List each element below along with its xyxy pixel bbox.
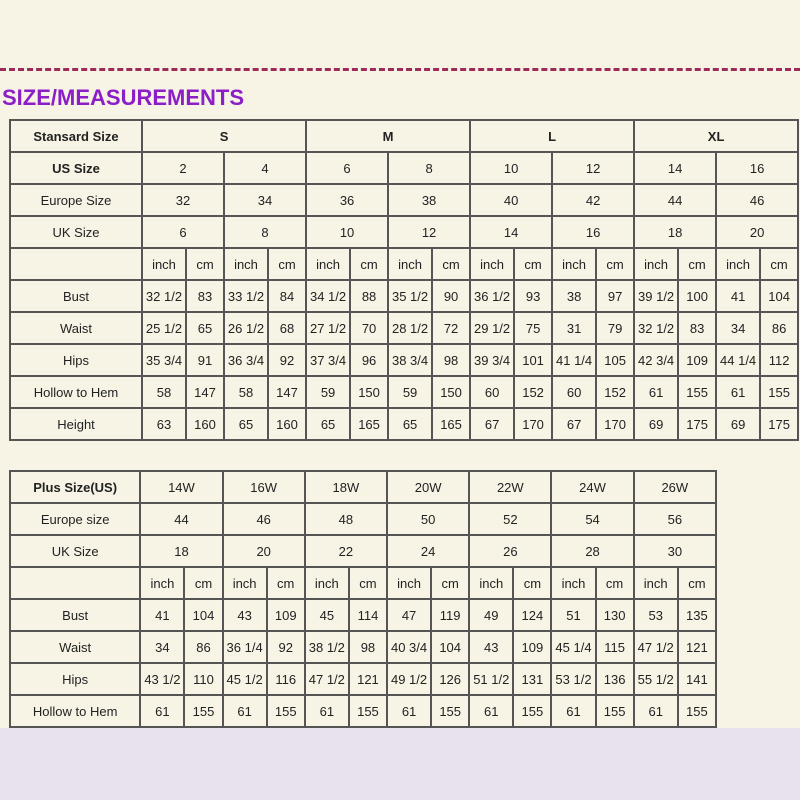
size-type-label: Stansard Size (10, 120, 142, 152)
unit-inch: inch (716, 248, 760, 280)
measurement-row-hollow-to-hem (10, 376, 798, 408)
measurement-label: Hips (10, 344, 142, 376)
measurement-value: 34 (716, 312, 760, 344)
us-size-value: 4 (224, 152, 306, 184)
measurement-value: 112 (760, 344, 798, 376)
measurement-value: 61 (223, 695, 267, 727)
measurement-label: Hollow to Hem (10, 695, 140, 727)
measurement-value: 101 (514, 344, 552, 376)
unit-cm: cm (514, 248, 552, 280)
europe-size-row (10, 503, 716, 535)
measurement-value: 100 (678, 280, 716, 312)
measurement-value: 34 (140, 631, 184, 663)
measurement-value: 35 3/4 (142, 344, 186, 376)
measurement-value: 41 (140, 599, 184, 631)
measurement-value: 32 1/2 (142, 280, 186, 312)
measurement-value: 104 (184, 599, 222, 631)
measurement-value: 39 1/2 (634, 280, 678, 312)
plus-size-26w: 26W (634, 471, 716, 503)
europe-size-value: 44 (140, 503, 222, 535)
measurement-value: 141 (678, 663, 716, 695)
measurement-value: 33 1/2 (224, 280, 268, 312)
size-group-l: L (470, 120, 634, 152)
measurement-value: 155 (349, 695, 387, 727)
measurement-value: 152 (514, 376, 552, 408)
dashed-divider (0, 68, 800, 71)
measurement-row-bust (10, 599, 716, 631)
uk-size-value: 30 (634, 535, 716, 567)
europe-size-value: 32 (142, 184, 224, 216)
unit-inch: inch (224, 248, 268, 280)
measurement-value: 155 (678, 376, 716, 408)
measurement-value: 61 (305, 695, 349, 727)
europe-size-value: 46 (223, 503, 305, 535)
measurement-row-bust (10, 280, 798, 312)
measurement-value: 130 (596, 599, 634, 631)
europe-size-label: Europe Size (10, 184, 142, 216)
plus-size-14w: 14W (140, 471, 222, 503)
europe-size-value: 36 (306, 184, 388, 216)
measurement-value: 43 (223, 599, 267, 631)
unit-cm: cm (349, 567, 387, 599)
unit-cm: cm (432, 248, 470, 280)
measurement-value: 105 (596, 344, 634, 376)
measurement-value: 60 (470, 376, 514, 408)
measurement-value: 38 3/4 (388, 344, 432, 376)
measurement-value: 165 (350, 408, 388, 440)
measurement-value: 121 (349, 663, 387, 695)
uk-size-value: 18 (634, 216, 716, 248)
us-size-value: 6 (306, 152, 388, 184)
measurement-value: 61 (634, 376, 678, 408)
uk-size-value: 22 (305, 535, 387, 567)
measurement-value: 91 (186, 344, 224, 376)
measurement-value: 65 (224, 408, 268, 440)
measurement-value: 93 (514, 280, 552, 312)
measurement-value: 61 (387, 695, 431, 727)
europe-size-value: 56 (634, 503, 716, 535)
measurement-value: 49 1/2 (387, 663, 431, 695)
measurement-value: 67 (552, 408, 596, 440)
measurement-value: 27 1/2 (306, 312, 350, 344)
measurement-value: 104 (760, 280, 798, 312)
plus-size-22w: 22W (469, 471, 551, 503)
measurement-label: Hollow to Hem (10, 376, 142, 408)
measurement-value: 170 (514, 408, 552, 440)
uk-size-row (10, 535, 716, 567)
measurement-value: 83 (678, 312, 716, 344)
measurement-value: 65 (306, 408, 350, 440)
europe-size-value: 50 (387, 503, 469, 535)
measurement-value: 160 (268, 408, 306, 440)
measurement-value: 115 (596, 631, 634, 663)
unit-inch: inch (142, 248, 186, 280)
measurement-label: Waist (10, 312, 142, 344)
plus-size-24w: 24W (551, 471, 633, 503)
measurement-value: 155 (678, 695, 716, 727)
europe-size-value: 34 (224, 184, 306, 216)
measurement-value: 65 (388, 408, 432, 440)
plus-size-20w: 20W (387, 471, 469, 503)
unit-cm: cm (678, 248, 716, 280)
header-row (10, 120, 798, 152)
measurement-value: 39 3/4 (470, 344, 514, 376)
measurement-value: 175 (678, 408, 716, 440)
us-size-value: 10 (470, 152, 552, 184)
measurement-value: 72 (432, 312, 470, 344)
uk-size-value: 10 (306, 216, 388, 248)
europe-size-value: 46 (716, 184, 798, 216)
measurement-value: 92 (267, 631, 305, 663)
measurement-value: 45 1/4 (551, 631, 595, 663)
europe-size-value: 38 (388, 184, 470, 216)
uk-size-value: 14 (470, 216, 552, 248)
measurement-value: 61 (140, 695, 184, 727)
measurement-value: 37 3/4 (306, 344, 350, 376)
measurement-value: 92 (268, 344, 306, 376)
uk-size-value: 16 (552, 216, 634, 248)
unit-cm: cm (431, 567, 469, 599)
unit-cm: cm (760, 248, 798, 280)
measurement-value: 79 (596, 312, 634, 344)
unit-inch: inch (469, 567, 513, 599)
measurement-value: 155 (760, 376, 798, 408)
uk-size-value: 24 (387, 535, 469, 567)
unit-inch: inch (470, 248, 514, 280)
us-size-row (10, 152, 798, 184)
measurement-value: 61 (551, 695, 595, 727)
measurement-value: 136 (596, 663, 634, 695)
measurement-value: 61 (469, 695, 513, 727)
measurement-value: 84 (268, 280, 306, 312)
measurement-value: 150 (350, 376, 388, 408)
measurement-value: 60 (552, 376, 596, 408)
europe-size-label: Europe size (10, 503, 140, 535)
unit-inch: inch (223, 567, 267, 599)
measurement-value: 69 (634, 408, 678, 440)
measurement-value: 53 1/2 (551, 663, 595, 695)
header-row (10, 471, 716, 503)
unit-inch: inch (140, 567, 184, 599)
unit-inch: inch (634, 567, 678, 599)
unit-cm: cm (184, 567, 222, 599)
blank-cell (10, 248, 142, 280)
measurement-value: 49 (469, 599, 513, 631)
measurement-row-waist (10, 631, 716, 663)
unit-cm: cm (596, 567, 634, 599)
measurement-value: 155 (596, 695, 634, 727)
us-size-value: 16 (716, 152, 798, 184)
measurement-value: 135 (678, 599, 716, 631)
measurement-value: 45 1/2 (223, 663, 267, 695)
size-group-m: M (306, 120, 470, 152)
measurement-value: 155 (431, 695, 469, 727)
europe-size-value: 42 (552, 184, 634, 216)
europe-size-value: 52 (469, 503, 551, 535)
measurement-value: 110 (184, 663, 222, 695)
measurement-value: 104 (431, 631, 469, 663)
measurement-value: 109 (513, 631, 551, 663)
measurement-value: 43 (469, 631, 513, 663)
europe-size-value: 48 (305, 503, 387, 535)
measurement-value: 83 (186, 280, 224, 312)
unit-cm: cm (596, 248, 634, 280)
measurement-row-hollow-to-hem (10, 695, 716, 727)
measurement-value: 147 (186, 376, 224, 408)
measurement-row-waist (10, 312, 798, 344)
unit-cm: cm (268, 248, 306, 280)
measurement-value: 53 (634, 599, 678, 631)
uk-size-value: 18 (140, 535, 222, 567)
size-type-label: Plus Size(US) (10, 471, 140, 503)
uk-size-value: 20 (223, 535, 305, 567)
measurement-value: 42 3/4 (634, 344, 678, 376)
measurement-value: 58 (142, 376, 186, 408)
measurement-value: 47 (387, 599, 431, 631)
measurement-value: 59 (306, 376, 350, 408)
measurement-value: 131 (513, 663, 551, 695)
measurement-value: 61 (634, 695, 678, 727)
measurement-value: 65 (186, 312, 224, 344)
measurement-value: 58 (224, 376, 268, 408)
uk-size-value: 8 (224, 216, 306, 248)
measurement-value: 51 1/2 (469, 663, 513, 695)
measurement-value: 116 (267, 663, 305, 695)
europe-size-value: 40 (470, 184, 552, 216)
measurement-value: 155 (513, 695, 551, 727)
measurement-value: 36 1/2 (470, 280, 514, 312)
size-group-s: S (142, 120, 306, 152)
measurement-value: 25 1/2 (142, 312, 186, 344)
units-row (10, 248, 798, 280)
measurement-value: 32 1/2 (634, 312, 678, 344)
uk-size-value: 20 (716, 216, 798, 248)
standard-size-table (9, 119, 799, 441)
unit-cm: cm (513, 567, 551, 599)
measurement-value: 86 (184, 631, 222, 663)
measurement-value: 70 (350, 312, 388, 344)
europe-size-value: 44 (634, 184, 716, 216)
uk-size-label: UK Size (10, 216, 142, 248)
unit-inch: inch (634, 248, 678, 280)
measurement-value: 175 (760, 408, 798, 440)
uk-size-value: 12 (388, 216, 470, 248)
measurement-value: 36 3/4 (224, 344, 268, 376)
unit-cm: cm (186, 248, 224, 280)
measurement-value: 96 (350, 344, 388, 376)
blank-cell (10, 567, 140, 599)
us-size-value: 14 (634, 152, 716, 184)
measurement-value: 165 (432, 408, 470, 440)
measurement-value: 126 (431, 663, 469, 695)
measurement-value: 90 (432, 280, 470, 312)
us-size-value: 12 (552, 152, 634, 184)
measurement-value: 47 1/2 (634, 631, 678, 663)
measurement-value: 98 (349, 631, 387, 663)
measurement-value: 109 (678, 344, 716, 376)
us-size-label: US Size (10, 152, 142, 184)
measurement-value: 41 1/4 (552, 344, 596, 376)
measurement-label: Height (10, 408, 142, 440)
measurement-value: 63 (142, 408, 186, 440)
unit-inch: inch (388, 248, 432, 280)
measurement-value: 31 (552, 312, 596, 344)
uk-size-value: 6 (142, 216, 224, 248)
unit-cm: cm (267, 567, 305, 599)
unit-inch: inch (552, 248, 596, 280)
measurement-value: 67 (470, 408, 514, 440)
measurement-value: 41 (716, 280, 760, 312)
unit-inch: inch (306, 248, 350, 280)
unit-inch: inch (551, 567, 595, 599)
measurement-value: 35 1/2 (388, 280, 432, 312)
uk-size-row (10, 216, 798, 248)
measurement-value: 150 (432, 376, 470, 408)
measurement-value: 98 (432, 344, 470, 376)
unit-cm: cm (678, 567, 716, 599)
measurement-value: 40 3/4 (387, 631, 431, 663)
measurement-value: 109 (267, 599, 305, 631)
europe-size-value: 54 (551, 503, 633, 535)
measurement-value: 51 (551, 599, 595, 631)
bottom-fade (0, 728, 800, 800)
measurement-value: 155 (267, 695, 305, 727)
measurement-value: 45 (305, 599, 349, 631)
measurement-value: 28 1/2 (388, 312, 432, 344)
measurement-value: 114 (349, 599, 387, 631)
europe-size-row (10, 184, 798, 216)
units-row (10, 567, 716, 599)
us-size-value: 2 (142, 152, 224, 184)
unit-cm: cm (350, 248, 388, 280)
measurement-value: 124 (513, 599, 551, 631)
measurement-value: 44 1/4 (716, 344, 760, 376)
measurement-value: 55 1/2 (634, 663, 678, 695)
uk-size-label: UK Size (10, 535, 140, 567)
measurement-label: Bust (10, 599, 140, 631)
plus-size-16w: 16W (223, 471, 305, 503)
measurement-value: 155 (184, 695, 222, 727)
measurement-value: 36 1/4 (223, 631, 267, 663)
measurement-value: 38 (552, 280, 596, 312)
measurement-value: 26 1/2 (224, 312, 268, 344)
measurement-value: 88 (350, 280, 388, 312)
measurement-value: 38 1/2 (305, 631, 349, 663)
measurement-value: 86 (760, 312, 798, 344)
page-title: SIZE/MEASUREMENTS (2, 85, 245, 110)
measurement-value: 34 1/2 (306, 280, 350, 312)
measurement-value: 75 (514, 312, 552, 344)
unit-inch: inch (305, 567, 349, 599)
measurement-value: 29 1/2 (470, 312, 514, 344)
measurement-value: 121 (678, 631, 716, 663)
measurement-value: 152 (596, 376, 634, 408)
measurement-value: 47 1/2 (305, 663, 349, 695)
measurement-label: Bust (10, 280, 142, 312)
plus-size-table (9, 470, 717, 728)
measurement-value: 59 (388, 376, 432, 408)
measurement-value: 69 (716, 408, 760, 440)
size-group-xl: XL (634, 120, 798, 152)
uk-size-value: 28 (551, 535, 633, 567)
measurement-label: Waist (10, 631, 140, 663)
uk-size-value: 26 (469, 535, 551, 567)
measurement-value: 97 (596, 280, 634, 312)
measurement-value: 119 (431, 599, 469, 631)
measurement-value: 68 (268, 312, 306, 344)
measurement-row-hips (10, 663, 716, 695)
measurement-row-height (10, 408, 798, 440)
measurement-value: 43 1/2 (140, 663, 184, 695)
plus-size-18w: 18W (305, 471, 387, 503)
unit-inch: inch (387, 567, 431, 599)
measurement-value: 61 (716, 376, 760, 408)
measurement-value: 170 (596, 408, 634, 440)
measurement-row-hips (10, 344, 798, 376)
measurement-value: 147 (268, 376, 306, 408)
measurement-value: 160 (186, 408, 224, 440)
us-size-value: 8 (388, 152, 470, 184)
measurement-label: Hips (10, 663, 140, 695)
